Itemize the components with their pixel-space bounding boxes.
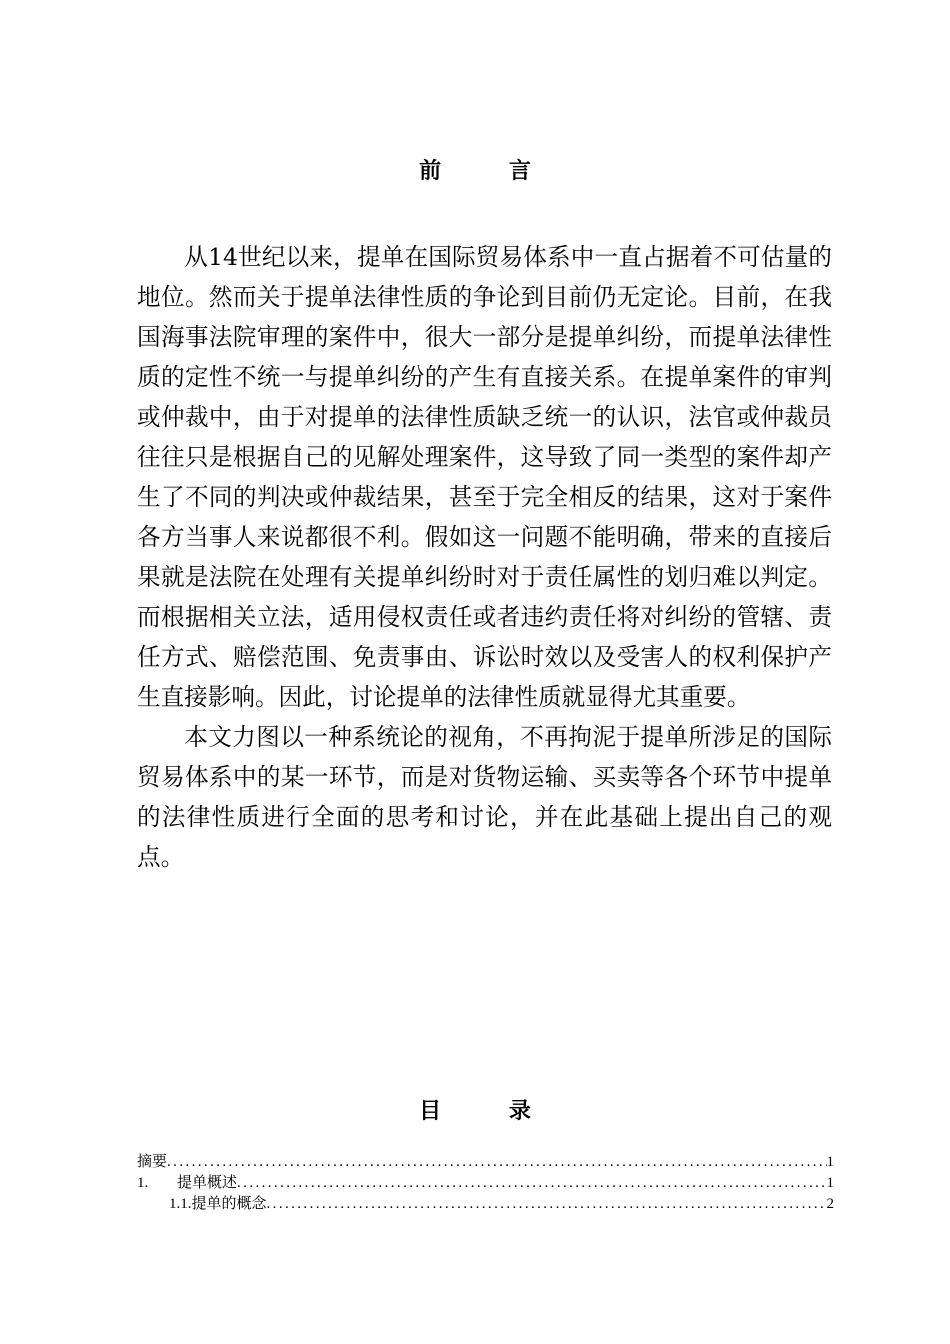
toc-entry-page: 2 (826, 1196, 834, 1212)
toc-entry-concept[interactable] (137, 1194, 834, 1215)
preface-title: 前 言 (419, 159, 561, 184)
toc-leader-dots (237, 1173, 826, 1194)
preface-paragraph-1: 从14世纪以来，提单在国际贸易体系中一直占据着不可估量的地位。然而关于提单法律性质的争论到目前仍无定论。目前，在我国海事法院审理的案件中，很大一部分是提单纠纷，而提单法律性质的定性不统一与提单纠纷的产生有直接关系。在提单案件的审判或仲裁中，由于对提单的法律性质缺乏统一的认识，法官或仲裁员往往只是根据自己的见解处理案件，这导致了同一类型的案件却产生了不同的判决或仲裁结果，甚至于完全相反的结果，这对于案件各方当事人来说都很不利。假如这一问题不能明确，带来的直接后果就是法院在处理有关提单纠纷时对于责任属性的划归难以判定。而根据相关立法，适用侵权责任或者违约责任将对纠纷的管辖、责任方式、赔偿范围、免责事由、诉讼时效以及受害人的权利保护产生直接影响。因此，讨论提单的法律性质就显得尤其重要。 (137, 243, 832, 711)
toc-entry-page: 1 (826, 1154, 834, 1170)
toc-entry-label: 摘要 (137, 1154, 168, 1170)
preface-body (137, 237, 832, 877)
toc-entry-number: 1. (137, 1175, 149, 1191)
toc-leader-dots (167, 1152, 826, 1173)
toc-entry-label: 1.1.提单的概念 (169, 1196, 267, 1212)
toc-entry-abstract[interactable] (137, 1152, 834, 1173)
table-of-contents (137, 1152, 834, 1215)
preface-paragraph-2: 本文力图以一种系统论的视角，不再拘泥于提单所涉足的国际贸易体系中的某一环节，而是对货物运输、买卖等各个环节中提单的法律性质进行全面的思考和讨论，并在此基础上提出自己的观点。 (137, 723, 832, 871)
toc-title: 目 录 (419, 1099, 561, 1124)
toc-leader-dots (267, 1194, 827, 1215)
toc-entry-overview[interactable] (137, 1173, 834, 1194)
toc-entry-label: 提单概述 (177, 1175, 238, 1191)
toc-entry-page: 1 (826, 1175, 834, 1191)
